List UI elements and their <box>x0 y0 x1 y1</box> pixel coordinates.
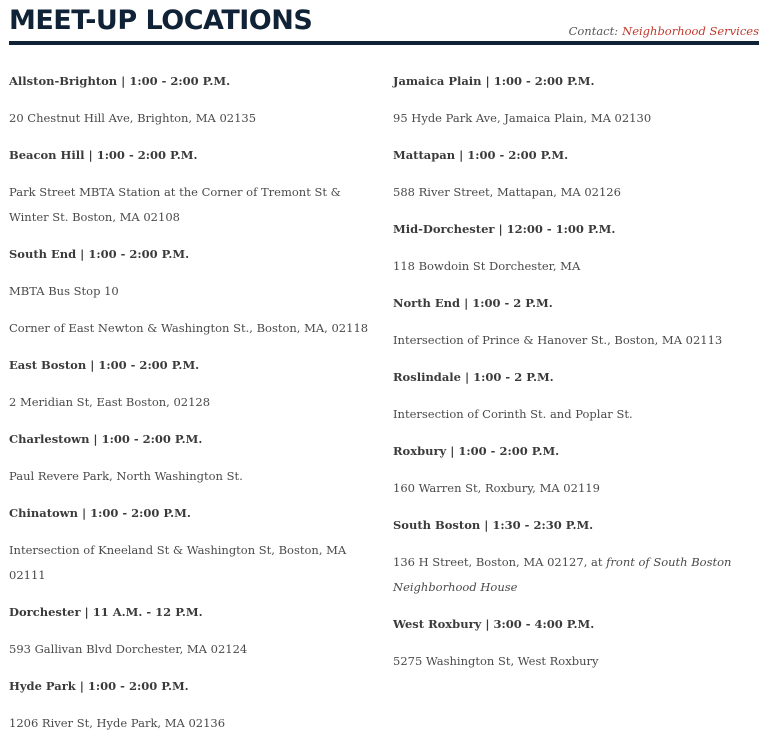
header-divider <box>9 41 759 45</box>
location-heading: Hyde Park | 1:00 - 2:00 P.M. <box>9 679 189 693</box>
location-entry <box>9 501 381 588</box>
location-heading: Dorchester | 11 A.M. - 12 P.M. <box>9 605 203 619</box>
location-entry <box>393 365 759 427</box>
location-address: Intersection of Prince & Hanover St., Boston, MA 02113 <box>393 333 723 347</box>
contact-info <box>569 24 759 38</box>
location-heading: Roxbury | 1:00 - 2:00 P.M. <box>393 444 560 458</box>
location-address: 1206 River St, Hyde Park, MA 02136 <box>9 716 226 730</box>
location-heading: East Boston | 1:00 - 2:00 P.M. <box>9 358 200 372</box>
locations-right-column <box>393 69 759 686</box>
location-address: 5275 Washington St, West Roxbury <box>393 654 599 668</box>
location-entry <box>9 143 381 230</box>
location-heading: Mid-Dorchester | 12:00 - 1:00 P.M. <box>393 222 616 236</box>
location-entry <box>393 439 759 501</box>
location-entry <box>9 674 381 736</box>
location-entry <box>393 69 759 131</box>
address-note: front of South Boston Neighborhood House <box>393 555 732 594</box>
location-address: 593 Gallivan Blvd Dorchester, MA 02124 <box>9 642 248 656</box>
location-address: Park Street MBTA Station at the Corner of Tremont St & Winter St. Boston, MA 02108 <box>9 185 341 224</box>
location-heading: Mattapan | 1:00 - 2:00 P.M. <box>393 148 569 162</box>
location-heading: West Roxbury | 3:00 - 4:00 P.M. <box>393 617 595 631</box>
location-entry <box>393 513 759 600</box>
location-address <box>393 550 759 600</box>
location-address: 160 Warren St, Roxbury, MA 02119 <box>393 481 600 495</box>
location-address: MBTA Bus Stop 10 <box>9 284 119 298</box>
location-address: 20 Chestnut Hill Ave, Brighton, MA 02135 <box>9 111 257 125</box>
location-heading: Chinatown | 1:00 - 2:00 P.M. <box>9 506 191 520</box>
location-address: Intersection of Kneeland St & Washington St, Boston, MA 02111 <box>9 543 347 582</box>
location-entry <box>9 353 381 415</box>
location-entry <box>9 427 381 489</box>
location-heading: South End | 1:00 - 2:00 P.M. <box>9 247 190 261</box>
address-text: 136 H Street, Boston, MA 02127, at <box>393 555 607 569</box>
location-entry <box>9 600 381 662</box>
location-entry <box>393 143 759 205</box>
location-heading: South Boston | 1:30 - 2:30 P.M. <box>393 518 594 532</box>
contact-link[interactable]: Neighborhood Services <box>622 24 759 38</box>
location-address: 95 Hyde Park Ave, Jamaica Plain, MA 02130 <box>393 111 652 125</box>
location-heading: Roslindale | 1:00 - 2 P.M. <box>393 370 554 384</box>
location-address: 588 River Street, Mattapan, MA 02126 <box>393 185 621 199</box>
contact-label: Contact: <box>568 24 619 38</box>
locations-left-column <box>9 69 381 748</box>
location-address: 118 Bowdoin St Dorchester, MA <box>393 259 581 273</box>
page-header <box>9 0 759 46</box>
location-heading: North End | 1:00 - 2 P.M. <box>393 296 553 310</box>
location-address: Paul Revere Park, North Washington St. <box>9 469 243 483</box>
location-entry <box>9 69 381 131</box>
location-entry <box>393 291 759 353</box>
location-heading: Allston-Brighton | 1:00 - 2:00 P.M. <box>9 74 231 88</box>
location-address: Corner of East Newton & Washington St., Boston, MA, 02118 <box>9 321 369 335</box>
location-heading: Jamaica Plain | 1:00 - 2:00 P.M. <box>393 74 595 88</box>
location-entry <box>393 612 759 674</box>
location-address: Intersection of Corinth St. and Poplar St. <box>393 407 633 421</box>
location-entry <box>393 217 759 279</box>
location-heading: Charlestown | 1:00 - 2:00 P.M. <box>9 432 203 446</box>
location-entry <box>9 242 381 341</box>
page-title: MEET-UP LOCATIONS <box>9 5 313 36</box>
location-heading: Beacon Hill | 1:00 - 2:00 P.M. <box>9 148 198 162</box>
location-address: 2 Meridian St, East Boston, 02128 <box>9 395 211 409</box>
